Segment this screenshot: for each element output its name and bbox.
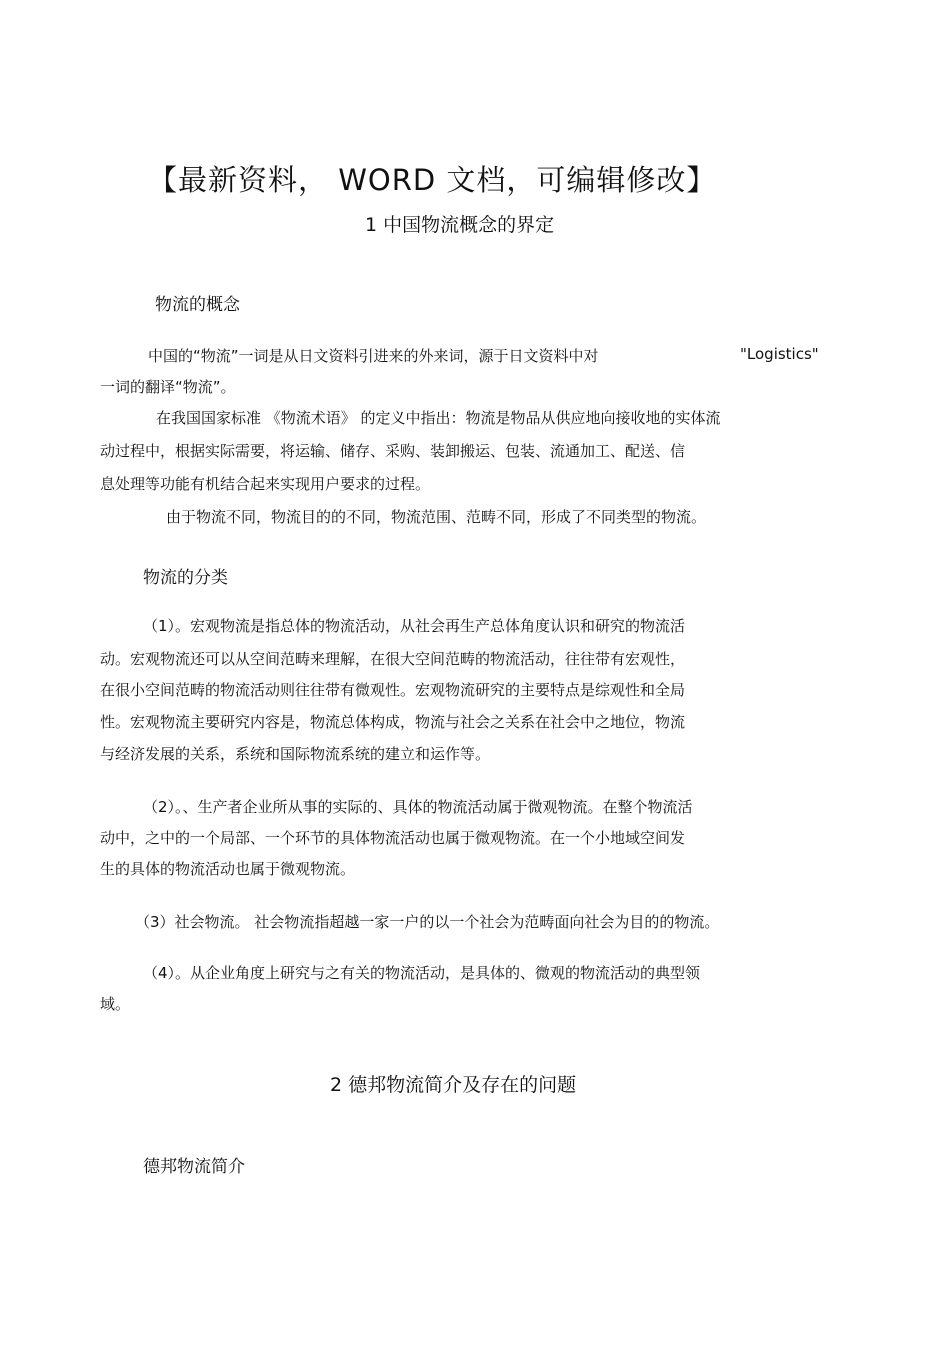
paragraph-line: 动过程中，根据实际需要，将运输、储存、采购、装卸搬运、包装、流通加工、配送、信 — [100, 442, 686, 460]
paragraph-line: 在很小空间范畴的物流活动则往往带有微观性。宏观物流研究的主要特点是综观性和全局 — [100, 681, 686, 699]
paragraph-line: 动。宏观物流还可以从空间范畴来理解，在很大空间范畴的物流活动，往往带有宏观性， — [100, 650, 686, 668]
section-heading-deppon-intro: 德邦物流简介 — [143, 1157, 245, 1177]
paragraph-line: 在我国国家标准 《物流术语》 的定义中指出：物流是物品从供应地向接收地的实体流 — [156, 409, 721, 427]
logistics-term: "Logistics" — [740, 345, 819, 363]
chapter-2-title: 2 德邦物流简介及存在的问题 — [330, 1074, 577, 1096]
paragraph-line: （4）。从企业角度上研究与之有关的物流活动，是具体的、微观的物流活动的典型领 — [143, 964, 701, 982]
section-heading-concept: 物流的概念 — [155, 295, 240, 315]
section-heading-classification: 物流的分类 — [143, 568, 228, 588]
paragraph-line: 中国的“物流”一词是从日文资料引进来的外来词，源于日文资料中对 — [148, 347, 599, 365]
paragraph-line: 与经济发展的关系，系统和国际物流系统的建立和运作等。 — [100, 745, 491, 763]
paragraph-line: 动中，之中的一个局部、一个环节的具体物流活动也属于微观物流。在一个小地域空间发 — [100, 829, 686, 847]
paragraph-line: 性。宏观物流主要研究内容是，物流总体构成，物流与社会之关系在社会中之地位，物流 — [100, 713, 686, 731]
paragraph-line: 由于物流不同，物流目的的不同，物流范围、范畴不同，形成了不同类型的物流。 — [166, 508, 707, 526]
paragraph-line: 息处理等功能有机结合起来实现用户要求的过程。 — [100, 475, 431, 493]
paragraph-line: 域。 — [100, 995, 131, 1013]
paragraph-line: 生的具体的物流活动也属于微观物流。 — [100, 860, 356, 878]
paragraph-line: （3）社会物流。 社会物流指超越一家一户的以一个社会为范畴面向社会为目的的物流。 — [135, 913, 720, 931]
paragraph-line: （2）。、生产者企业所从事的实际的、具体的物流活动属于微观物流。在整个物流活 — [143, 798, 693, 816]
paragraph-line: 一词的翻译“物流”。 — [100, 378, 236, 396]
chapter-1-title: 1 中国物流概念的界定 — [365, 214, 555, 236]
paragraph-line: （1）。宏观物流是指总体的物流活动，从社会再生产总体角度认识和研究的物流活 — [143, 617, 686, 635]
document-banner: 【最新资料， WORD 文档，可编辑修改】 — [148, 163, 717, 197]
